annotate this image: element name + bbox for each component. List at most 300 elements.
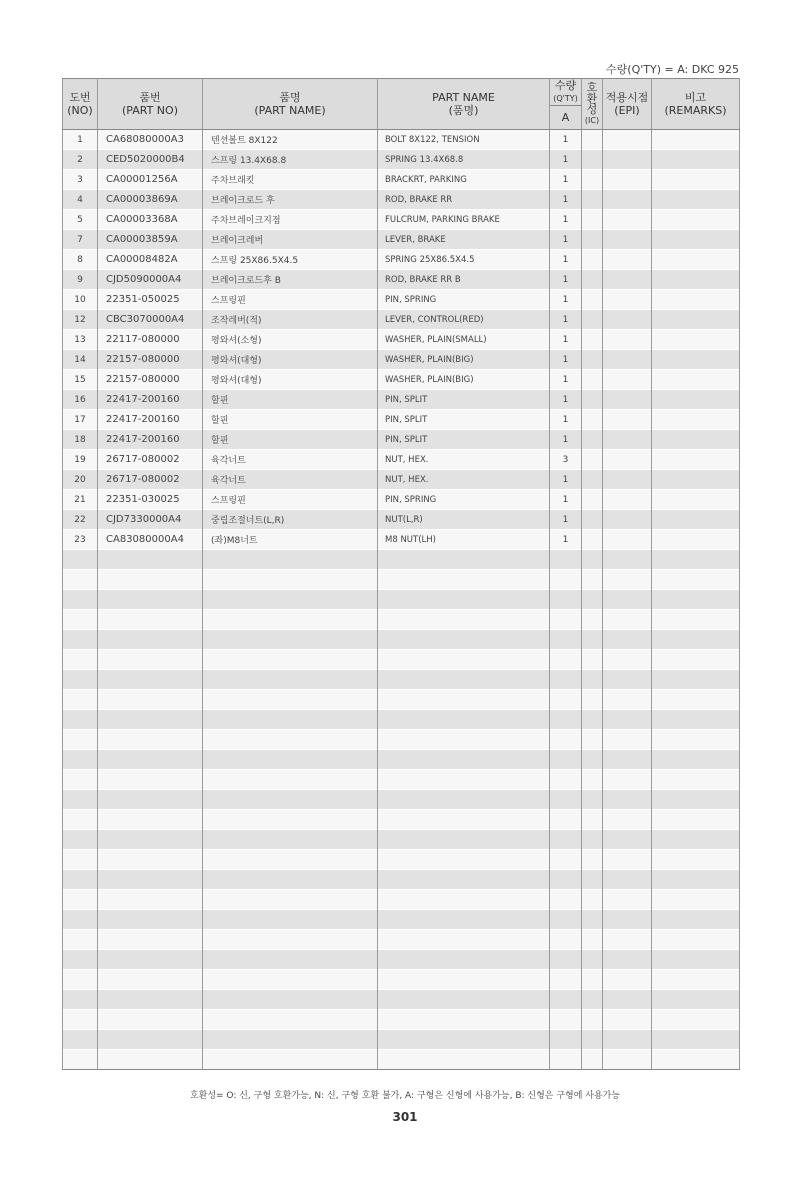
cell-part-no: 22351-030025 [98,490,203,510]
empty-cell [550,970,582,990]
cell-ic [582,290,603,310]
empty-cell [378,750,550,770]
cell-part-name-en: M8 NUT(LH) [378,530,550,550]
empty-cell [550,930,582,950]
empty-cell [652,670,740,690]
empty-cell [63,610,98,630]
cell-qty: 1 [550,310,582,330]
cell-part-name-ko: 브레이크레버 [203,230,378,250]
empty-cell [603,850,652,870]
empty-row [63,950,740,970]
empty-cell [652,810,740,830]
empty-cell [98,590,203,610]
cell-part-name-en: BOLT 8X122, TENSION [378,130,550,150]
empty-cell [63,550,98,570]
empty-cell [63,570,98,590]
empty-cell [603,950,652,970]
header-part-name-ko: 품명 (PART NAME) [203,79,378,130]
empty-cell [378,790,550,810]
cell-part-no: 26717-080002 [98,470,203,490]
header-no: 도번 (NO) [63,79,98,130]
cell-part-name-en: SPRING 25X86.5X4.5 [378,250,550,270]
empty-cell [603,910,652,930]
empty-cell [652,730,740,750]
empty-cell [603,550,652,570]
empty-cell [652,570,740,590]
table-row [63,490,740,510]
empty-cell [652,550,740,570]
empty-cell [378,970,550,990]
table-row [63,230,740,250]
empty-row [63,810,740,830]
empty-cell [98,1050,203,1070]
cell-part-name-ko: 주차브래킷 [203,170,378,190]
empty-cell [203,790,378,810]
empty-cell [378,650,550,670]
empty-cell [652,630,740,650]
empty-cell [98,990,203,1010]
cell-part-name-ko: 스프링 25X86.5X4.5 [203,250,378,270]
cell-ic [582,470,603,490]
empty-cell [98,1030,203,1050]
empty-cell [582,990,603,1010]
empty-cell [652,970,740,990]
cell-epi [603,530,652,550]
table-row [63,270,740,290]
cell-epi [603,450,652,470]
empty-cell [378,890,550,910]
cell-epi [603,490,652,510]
empty-cell [550,570,582,590]
empty-cell [603,970,652,990]
empty-cell [603,630,652,650]
cell-qty: 1 [550,210,582,230]
cell-no: 7 [63,230,98,250]
table-row [63,530,740,550]
empty-cell [63,1050,98,1070]
table-row [63,450,740,470]
cell-part-name-en: PIN, SPLIT [378,430,550,450]
cell-epi [603,330,652,350]
cell-epi [603,150,652,170]
cell-remarks [652,490,740,510]
cell-remarks [652,370,740,390]
empty-cell [603,1050,652,1070]
cell-epi [603,310,652,330]
empty-cell [652,1030,740,1050]
table-row [63,250,740,270]
empty-cell [378,990,550,1010]
empty-cell [582,690,603,710]
empty-cell [550,990,582,1010]
cell-epi [603,190,652,210]
cell-qty: 1 [550,490,582,510]
cell-part-name-ko: 조작레버(적) [203,310,378,330]
cell-qty: 1 [550,330,582,350]
empty-cell [582,610,603,630]
empty-cell [63,770,98,790]
empty-cell [378,570,550,590]
empty-row [63,690,740,710]
cell-part-name-en: NUT(L,R) [378,510,550,530]
empty-row [63,670,740,690]
cell-epi [603,130,652,150]
cell-no: 1 [63,130,98,150]
cell-part-no: CED5020000B4 [98,150,203,170]
empty-cell [63,850,98,870]
cell-part-name-ko: 스프링 13.4X68.8 [203,150,378,170]
empty-cell [550,750,582,770]
cell-part-no: CA00001256A [98,170,203,190]
empty-cell [582,590,603,610]
empty-cell [378,630,550,650]
cell-part-name-en: PIN, SPLIT [378,410,550,430]
cell-part-name-ko: 텐션볼트 8X122 [203,130,378,150]
empty-cell [550,650,582,670]
empty-cell [203,970,378,990]
cell-remarks [652,530,740,550]
cell-part-name-en: PIN, SPLIT [378,390,550,410]
empty-row [63,610,740,630]
empty-cell [98,730,203,750]
empty-row [63,870,740,890]
empty-cell [98,830,203,850]
empty-row [63,850,740,870]
empty-cell [603,590,652,610]
empty-cell [378,910,550,930]
empty-cell [203,930,378,950]
header-qty: 수량 (Q'TY) [550,79,582,106]
empty-cell [378,950,550,970]
cell-ic [582,250,603,270]
parts-table [62,78,740,1070]
empty-cell [550,550,582,570]
cell-qty: 1 [550,530,582,550]
cell-part-name-en: ROD, BRAKE RR B [378,270,550,290]
cell-part-no: CA68080000A3 [98,130,203,150]
empty-cell [98,750,203,770]
empty-cell [603,870,652,890]
table-row [63,350,740,370]
empty-cell [63,870,98,890]
cell-part-no: 26717-080002 [98,450,203,470]
empty-cell [652,650,740,670]
empty-cell [378,770,550,790]
empty-cell [203,830,378,850]
table-row [63,130,740,150]
cell-ic [582,430,603,450]
cell-part-no: CJD5090000A4 [98,270,203,290]
cell-remarks [652,290,740,310]
cell-epi [603,510,652,530]
empty-cell [582,570,603,590]
cell-part-name-ko: 브레이크로드 후 [203,190,378,210]
cell-qty: 1 [550,430,582,450]
cell-no: 18 [63,430,98,450]
cell-ic [582,150,603,170]
empty-cell [98,930,203,950]
cell-qty: 1 [550,290,582,310]
cell-qty: 1 [550,410,582,430]
empty-cell [582,630,603,650]
cell-no: 9 [63,270,98,290]
empty-cell [603,930,652,950]
empty-cell [63,690,98,710]
cell-epi [603,290,652,310]
empty-cell [203,1010,378,1030]
empty-cell [203,810,378,830]
cell-remarks [652,130,740,150]
empty-cell [98,670,203,690]
cell-remarks [652,270,740,290]
empty-cell [378,730,550,750]
empty-cell [582,710,603,730]
empty-cell [652,910,740,930]
empty-cell [652,710,740,730]
cell-qty: 1 [550,190,582,210]
cell-part-name-ko: 스프링핀 [203,490,378,510]
empty-cell [378,930,550,950]
empty-cell [582,1050,603,1070]
cell-no: 12 [63,310,98,330]
empty-row [63,590,740,610]
empty-cell [550,670,582,690]
cell-part-name-en: WASHER, PLAIN(BIG) [378,350,550,370]
empty-cell [550,610,582,630]
empty-row [63,1030,740,1050]
empty-cell [582,870,603,890]
empty-cell [550,790,582,810]
cell-ic [582,390,603,410]
empty-cell [203,690,378,710]
cell-remarks [652,310,740,330]
table-row [63,190,740,210]
table-row [63,310,740,330]
cell-ic [582,510,603,530]
empty-cell [550,710,582,730]
cell-part-name-en: PIN, SPRING [378,490,550,510]
empty-cell [63,990,98,1010]
cell-part-no: 22157-080000 [98,370,203,390]
empty-cell [98,570,203,590]
cell-part-name-en: SPRING 13.4X68.8 [378,150,550,170]
cell-remarks [652,230,740,250]
empty-cell [98,550,203,570]
empty-cell [203,910,378,930]
cell-part-name-en: ROD, BRAKE RR [378,190,550,210]
header-remarks: 비고 (REMARKS) [652,79,740,130]
cell-qty: 1 [550,510,582,530]
cell-part-name-ko: 육각너트 [203,450,378,470]
cell-part-name-ko: 평와셔(소형) [203,330,378,350]
cell-part-name-ko: (좌)M8너트 [203,530,378,550]
empty-cell [98,610,203,630]
cell-part-name-ko: 스프링핀 [203,290,378,310]
cell-qty: 1 [550,150,582,170]
cell-ic [582,210,603,230]
cell-ic [582,450,603,470]
table-row [63,470,740,490]
empty-cell [203,630,378,650]
empty-row [63,830,740,850]
cell-part-name-en: PIN, SPRING [378,290,550,310]
empty-cell [582,910,603,930]
cell-remarks [652,410,740,430]
empty-cell [582,830,603,850]
empty-cell [550,1010,582,1030]
cell-remarks [652,350,740,370]
empty-cell [98,1010,203,1030]
cell-ic [582,190,603,210]
empty-cell [378,850,550,870]
empty-cell [203,610,378,630]
cell-part-name-ko: 평와셔(대형) [203,370,378,390]
empty-cell [603,830,652,850]
empty-cell [203,1030,378,1050]
cell-part-no: 22117-080000 [98,330,203,350]
empty-cell [203,550,378,570]
table-row [63,170,740,190]
empty-cell [550,1050,582,1070]
cell-no: 22 [63,510,98,530]
empty-cell [203,870,378,890]
table-row [63,370,740,390]
cell-ic [582,350,603,370]
empty-row [63,730,740,750]
empty-cell [550,810,582,830]
empty-cell [63,650,98,670]
empty-cell [98,790,203,810]
empty-cell [63,670,98,690]
cell-epi [603,390,652,410]
cell-ic [582,170,603,190]
cell-qty: 1 [550,390,582,410]
table-row [63,430,740,450]
cell-epi [603,230,652,250]
cell-no: 15 [63,370,98,390]
empty-cell [550,770,582,790]
cell-epi [603,370,652,390]
cell-remarks [652,150,740,170]
cell-no: 23 [63,530,98,550]
empty-cell [63,910,98,930]
empty-cell [63,710,98,730]
table-header [63,79,740,130]
empty-cell [63,930,98,950]
cell-part-no: 22417-200160 [98,390,203,410]
empty-cell [203,570,378,590]
cell-part-no: 22157-080000 [98,350,203,370]
empty-cell [98,890,203,910]
empty-cell [652,770,740,790]
cell-no: 8 [63,250,98,270]
cell-part-name-en: LEVER, BRAKE [378,230,550,250]
cell-epi [603,350,652,370]
table-row [63,210,740,230]
cell-remarks [652,510,740,530]
empty-row [63,630,740,650]
cell-epi [603,210,652,230]
cell-remarks [652,170,740,190]
empty-cell [98,850,203,870]
empty-cell [652,990,740,1010]
cell-no: 2 [63,150,98,170]
empty-cell [582,550,603,570]
empty-row [63,770,740,790]
header-ic: 호 환 성 (IC) [582,79,603,130]
cell-remarks [652,190,740,210]
empty-cell [203,1050,378,1070]
empty-cell [63,1030,98,1050]
empty-cell [378,1050,550,1070]
empty-cell [63,630,98,650]
cell-epi [603,250,652,270]
empty-cell [652,1010,740,1030]
empty-cell [98,690,203,710]
empty-cell [603,790,652,810]
compatibility-note: 호환성= O: 신, 구형 호환가능, N: 신, 구형 호환 불가, A: 구형은 신형에 사용가능, B: 신형은 구형에 사용가능 [189,1091,621,1101]
table-row [63,410,740,430]
cell-no: 14 [63,350,98,370]
cell-remarks [652,210,740,230]
empty-cell [63,970,98,990]
empty-cell [582,970,603,990]
empty-cell [652,930,740,950]
empty-row [63,1010,740,1030]
empty-cell [203,850,378,870]
cell-qty: 1 [550,170,582,190]
empty-cell [603,770,652,790]
cell-part-no: CBC3070000A4 [98,310,203,330]
cell-no: 5 [63,210,98,230]
empty-cell [582,770,603,790]
cell-ic [582,330,603,350]
empty-row [63,550,740,570]
table-row [63,150,740,170]
empty-cell [652,830,740,850]
cell-part-name-ko: 중립조절너트(L,R) [203,510,378,530]
empty-cell [550,830,582,850]
empty-cell [203,590,378,610]
qty-note: 수량(Q'TY) = A: DKC 925 [606,63,739,76]
empty-cell [203,650,378,670]
empty-row [63,570,740,590]
cell-no: 21 [63,490,98,510]
cell-part-no: CJD7330000A4 [98,510,203,530]
cell-part-name-ko: 주차브레이크지점 [203,210,378,230]
cell-epi [603,430,652,450]
empty-cell [582,850,603,870]
empty-cell [378,610,550,630]
empty-cell [203,990,378,1010]
cell-part-name-ko: 브레이크로드후 B [203,270,378,290]
empty-cell [603,750,652,770]
empty-cell [98,770,203,790]
empty-cell [652,590,740,610]
empty-cell [63,790,98,810]
cell-qty: 1 [550,270,582,290]
cell-ic [582,130,603,150]
empty-cell [203,670,378,690]
empty-cell [203,950,378,970]
empty-cell [582,890,603,910]
cell-epi [603,270,652,290]
empty-cell [378,830,550,850]
empty-row [63,790,740,810]
empty-cell [652,790,740,810]
empty-cell [603,710,652,730]
empty-cell [98,650,203,670]
